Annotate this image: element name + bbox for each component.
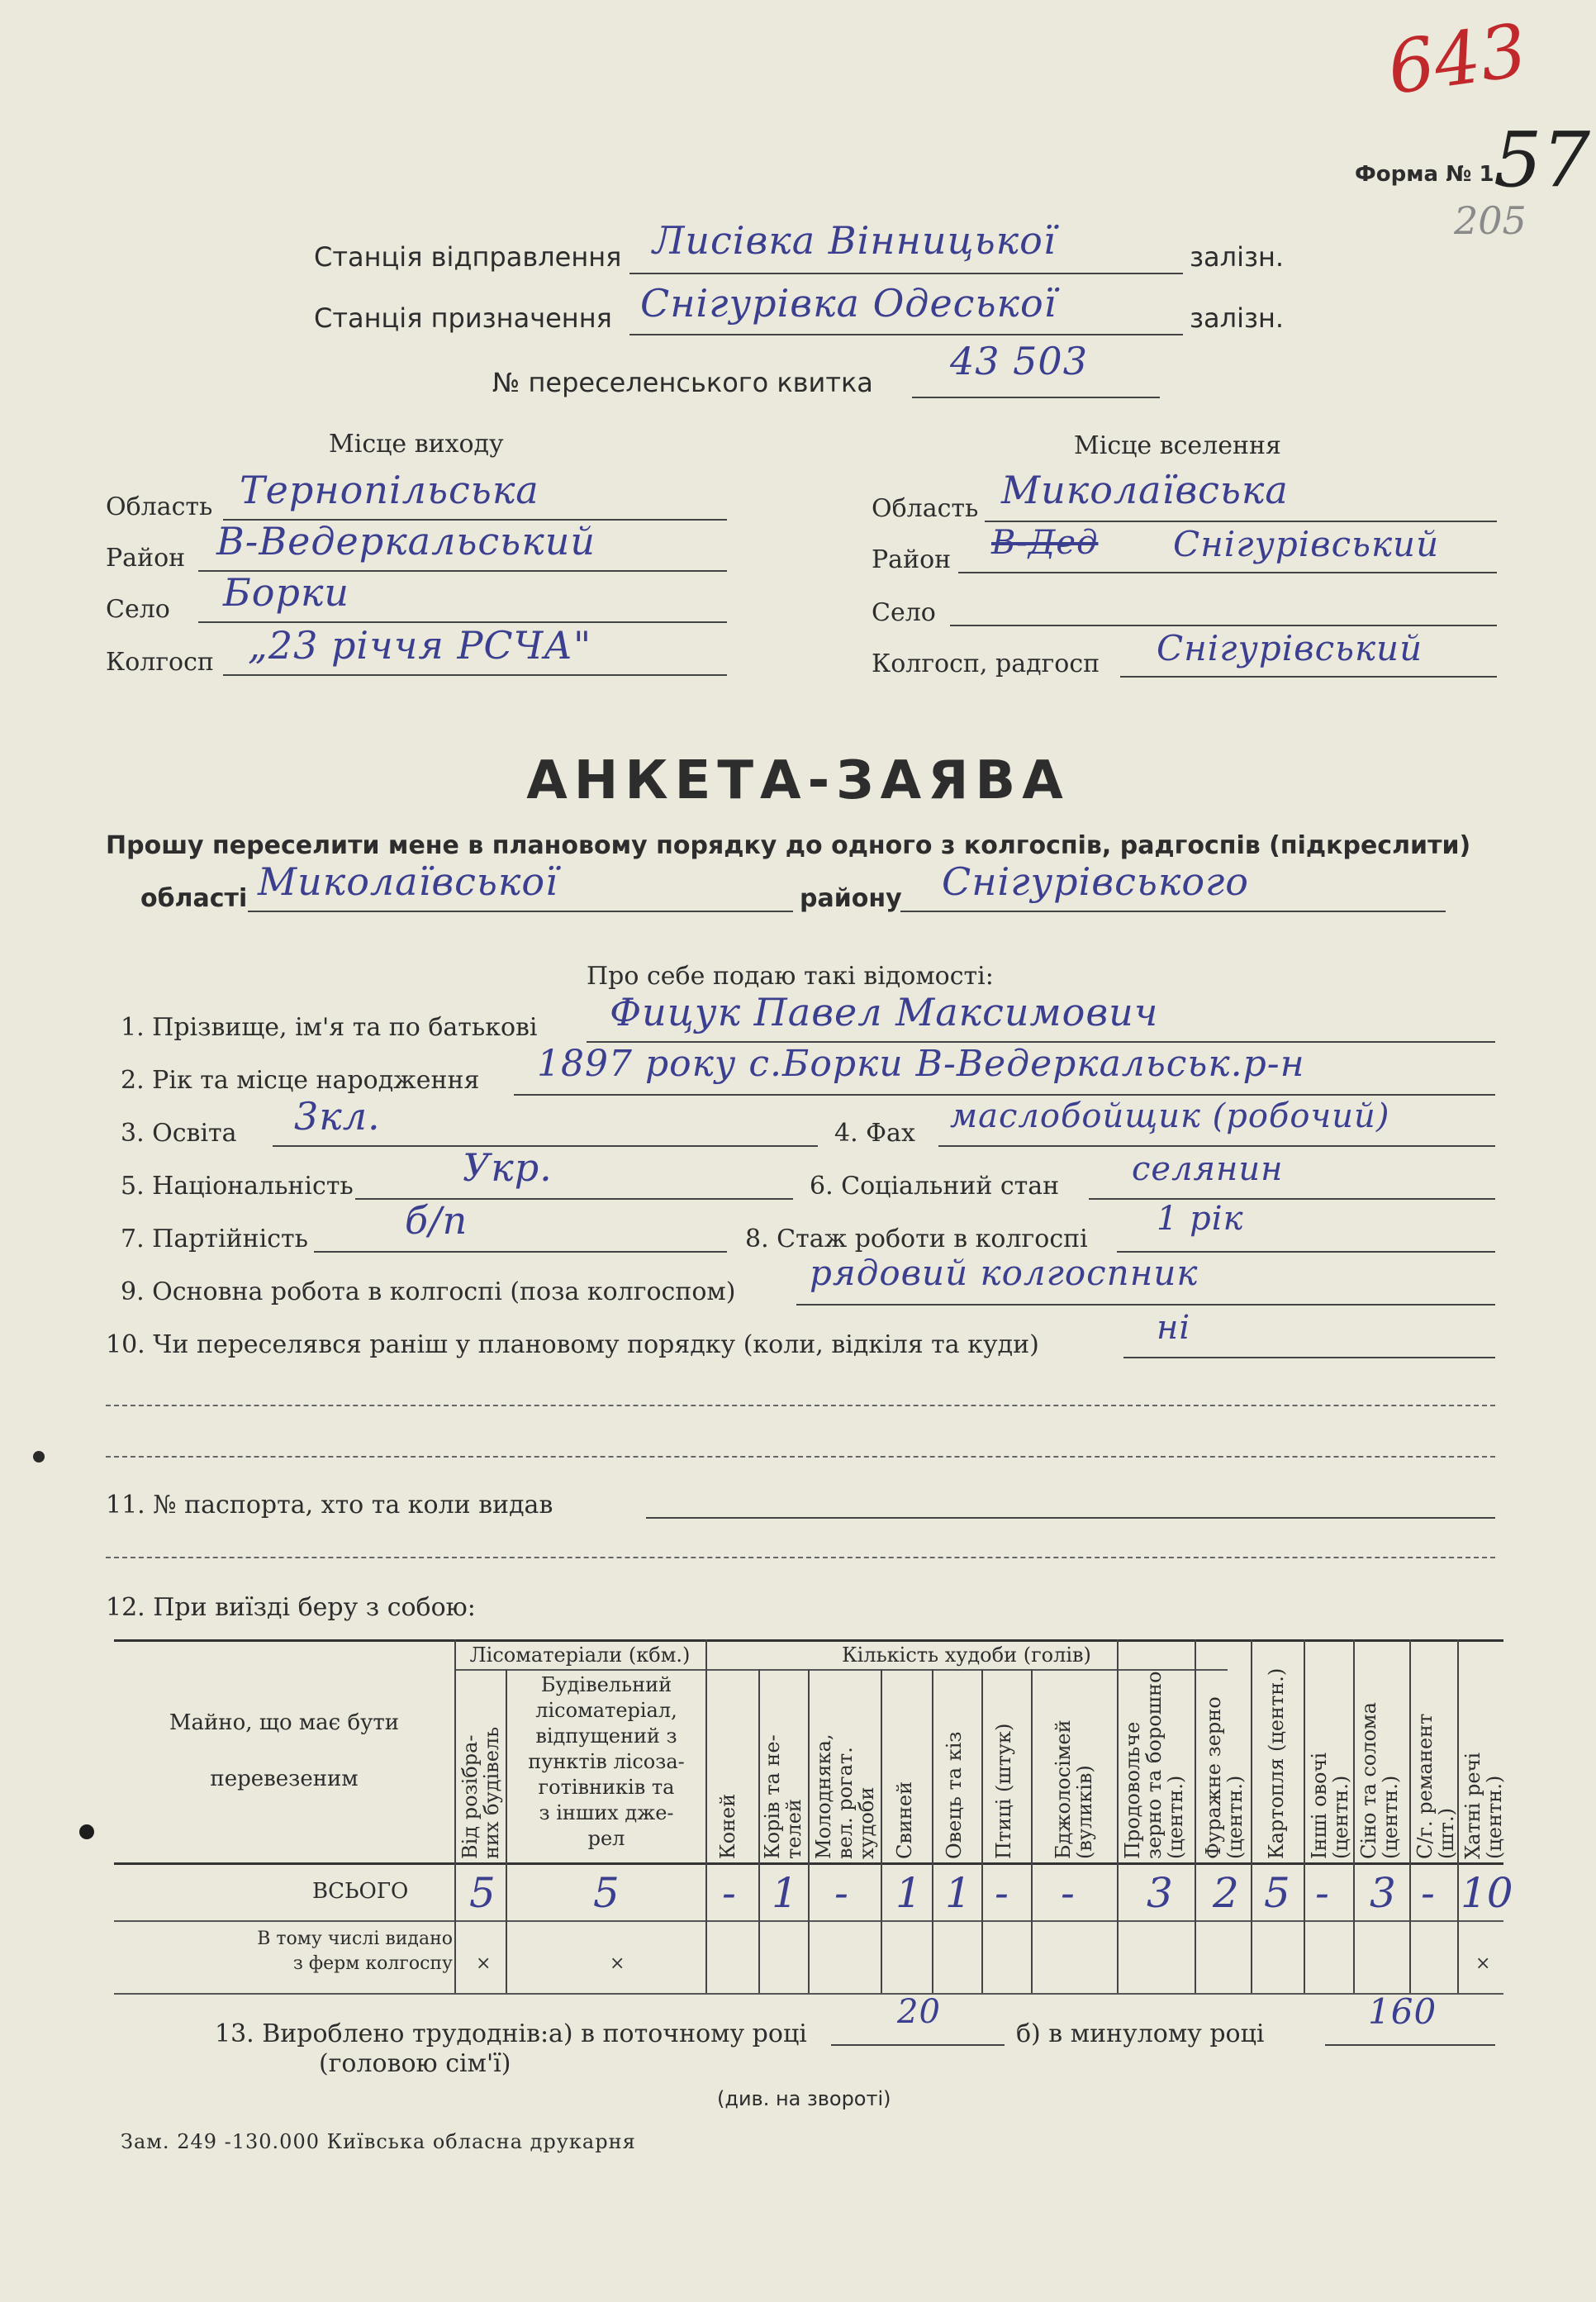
total-koni: - xyxy=(722,1869,736,1917)
trudodni-past-line xyxy=(1325,2044,1495,2046)
origin-heading: Місце виходу xyxy=(329,430,504,459)
field-3-label: 3. Освіта xyxy=(121,1119,237,1148)
vrule-13 xyxy=(1304,1639,1305,1993)
col-rozibranykh: Від розібра- них будівель xyxy=(458,1726,503,1859)
field-4-line xyxy=(938,1145,1495,1147)
request-raion-value: Снігурівського xyxy=(942,859,1249,904)
col-budivelnyi: Будівельний лісоматеріал, відпущений з пунктів лісоза- готівників та з інших дже- рел xyxy=(528,1673,685,1850)
row-farm-label: В тому числі видано з ферм колгоспу xyxy=(257,1929,453,1974)
total-furazh: 2 xyxy=(1213,1869,1239,1917)
field-2-line xyxy=(514,1094,1495,1096)
origin-kolhosp-label: Колгосп xyxy=(106,648,214,677)
destination-value: Снігурівка Одеської xyxy=(640,281,1057,326)
total-ptytsi: - xyxy=(995,1869,1009,1917)
vrule-9 xyxy=(1031,1669,1033,1993)
punch-hole-top xyxy=(33,1451,45,1463)
vrule-5 xyxy=(808,1669,810,1993)
dest-oblast-label: Область xyxy=(872,494,979,523)
field-12-label: 12. При виїзді беру з собою: xyxy=(106,1593,476,1622)
total-remanent: - xyxy=(1421,1869,1435,1917)
vrule-7 xyxy=(932,1669,933,1993)
vrule-1 xyxy=(454,1639,456,1993)
dest-raion-value: Снігурівський xyxy=(1173,524,1440,564)
field-5-value: Укр. xyxy=(463,1145,553,1190)
field-2-value: 1897 року с.Борки В-Ведеркальськ.р-н xyxy=(537,1043,1305,1085)
total-ovochi: - xyxy=(1315,1869,1329,1917)
field-10-blank-line-1 xyxy=(106,1405,1495,1406)
field-1-value: Фицук Павел Максимович xyxy=(610,990,1159,1034)
trudodni-current-value: 20 xyxy=(897,1993,941,2031)
col-remanent: С/г. реманент (шт.) xyxy=(1413,1713,1458,1859)
departure-label: Станція відправлення xyxy=(314,241,622,273)
origin-oblast-label: Область xyxy=(106,492,213,521)
total-rechi: 10 xyxy=(1461,1869,1513,1917)
form-title: АНКЕТА-ЗАЯВА xyxy=(526,750,1070,811)
field-11-line xyxy=(646,1517,1495,1519)
departure-line xyxy=(629,273,1183,274)
vrule-11 xyxy=(1195,1639,1196,1993)
col-kartoplia: Картопля (центн.) xyxy=(1265,1667,1288,1859)
dest-raion-line xyxy=(958,572,1497,573)
total-koriv: 1 xyxy=(772,1869,798,1917)
dest-kolhosp-line xyxy=(1120,676,1497,678)
vrule-10 xyxy=(1117,1639,1119,1993)
field-8-label: 8. Стаж роботи в колгоспі xyxy=(745,1225,1088,1253)
field-9-label: 9. Основна робота в колгоспі (поза колгоспом) xyxy=(121,1277,736,1306)
request-line: Прошу переселити мене в плановому порядку до одного з колгоспів, радгоспів (підкреслити) xyxy=(106,831,1471,860)
ticket-value: 43 503 xyxy=(950,339,1088,383)
dest-oblast-value: Миколаївська xyxy=(1001,468,1289,512)
dest-selo-label: Село xyxy=(872,598,936,627)
trudodni-current-line xyxy=(831,2044,1005,2046)
vrule-15 xyxy=(1409,1639,1411,1993)
field-4-label: 4. Фах xyxy=(834,1119,915,1148)
request-oblast-value: Миколаївської xyxy=(258,859,558,904)
departure-value: Лисівка Вінницької xyxy=(653,218,1057,263)
col-koni: Коней xyxy=(716,1793,739,1859)
trudodni-sub: (головою сім'ї) xyxy=(319,2049,511,2078)
total-sino: 3 xyxy=(1370,1869,1396,1917)
field-7-line xyxy=(314,1251,727,1253)
trudodni-current-label: а) в поточному році xyxy=(549,2019,807,2048)
field-8-value: 1 рік xyxy=(1157,1200,1244,1238)
origin-kolhosp-line xyxy=(223,674,727,676)
col-molodniak: Молодняка, вел. рогат. худоби xyxy=(812,1734,878,1859)
group-lismaterialy: Лісоматеріали (кбм.) xyxy=(469,1643,691,1667)
field-1-label: 1. Прізвище, ім'я та по батькові xyxy=(121,1013,538,1042)
col-koriv: Корів та не- телей xyxy=(761,1734,805,1859)
see-back-note: (див. на звороті) xyxy=(717,2087,891,2110)
field-11-blank-line xyxy=(106,1557,1495,1558)
col-rechi: Хатні речі (центн.) xyxy=(1461,1752,1506,1859)
field-4-value: маслобойщик (робочий) xyxy=(950,1097,1390,1135)
request-oblast-line xyxy=(248,911,793,912)
property-table xyxy=(114,1639,1513,1995)
col-prodzerno: Продовольче зерно та борошно (центн.) xyxy=(1121,1671,1187,1859)
table-group-rule xyxy=(454,1669,1228,1671)
col-ovets: Овець та кіз xyxy=(943,1731,966,1859)
col-sino: Сіно та солома (центн.) xyxy=(1357,1702,1402,1859)
vrule-6 xyxy=(881,1669,882,1993)
group-khudoba: Кількість худоби (голів) xyxy=(842,1643,1091,1667)
farm-mark-rozibranykh: × xyxy=(476,1953,492,1974)
archive-sheet-number: 57 xyxy=(1494,116,1591,204)
origin-selo-label: Село xyxy=(106,595,170,624)
farm-mark-budivelnyi: × xyxy=(610,1953,625,1974)
field-9-line xyxy=(796,1304,1495,1306)
row-total-label: ВСЬОГО xyxy=(312,1879,409,1904)
vrule-14 xyxy=(1353,1639,1355,1993)
table-bottom-rule xyxy=(114,1993,1503,1995)
destination-label: Станція призначення xyxy=(314,302,612,334)
dest-oblast-line xyxy=(985,521,1497,522)
col-bdzholy: Бджолосімей (вуликів) xyxy=(1052,1719,1096,1859)
col-ovochi: Інші овочі (центн.) xyxy=(1308,1752,1352,1859)
field-11-label: 11. № паспорта, хто та коли видав xyxy=(106,1491,553,1520)
vrule-4 xyxy=(758,1669,760,1993)
field-2-label: 2. Рік та місце народження xyxy=(121,1066,480,1095)
rail-suffix-1: залізн. xyxy=(1190,241,1285,273)
field-3-value: 3кл. xyxy=(294,1094,381,1139)
origin-oblast-value: Тернопільська xyxy=(240,468,539,512)
total-rozibranykh: 5 xyxy=(469,1869,496,1917)
dest-raion-label: Район xyxy=(872,545,952,574)
punch-hole-bottom xyxy=(79,1824,94,1839)
vrule-8 xyxy=(981,1669,983,1993)
trudodni-past-value: 160 xyxy=(1368,1991,1437,2032)
item-header: Майно, що має бути перевезеним xyxy=(169,1710,400,1791)
info-intro: Про себе подаю такі відомості: xyxy=(587,962,994,991)
field-6-line xyxy=(1089,1198,1495,1200)
dest-selo-line xyxy=(950,625,1497,626)
printer-imprint: Зам. 249 -130.000 Київська обласна друкарня xyxy=(121,2130,636,2153)
field-7-value: б/п xyxy=(405,1198,468,1243)
ticket-line xyxy=(912,397,1160,398)
form-number-label: Форма № xyxy=(1355,162,1472,187)
origin-kolhosp-value: „23 річчя РСЧА" xyxy=(248,623,592,668)
vrule-12 xyxy=(1251,1639,1252,1993)
dest-raion-struck: В-Дед xyxy=(991,524,1099,562)
field-7-label: 7. Партійність xyxy=(121,1225,308,1253)
col-ptytsi: Птиці (штук) xyxy=(992,1723,1015,1859)
total-svyni: 1 xyxy=(895,1869,922,1917)
request-raion-label: району xyxy=(800,884,902,913)
vrule-3 xyxy=(705,1639,707,1993)
trudodni-past-label: б) в минулому році xyxy=(1016,2019,1265,2048)
red-archive-number: 643 xyxy=(1382,7,1532,112)
trudodni-label: 13. Вироблено трудоднів: xyxy=(215,2019,549,2048)
form-number xyxy=(1355,162,1494,187)
request-raion-line xyxy=(900,911,1446,912)
dest-kolhosp-label: Колгосп, радгосп xyxy=(872,649,1100,678)
rail-suffix-2: залізн. xyxy=(1190,302,1285,334)
request-oblast-label: області xyxy=(140,884,248,913)
ticket-label: № переселенського квитка xyxy=(492,367,873,398)
total-ovets: 1 xyxy=(945,1869,971,1917)
field-10-label: 10. Чи переселявся раніш у плановому порядку (коли, відкіля та куди) xyxy=(106,1330,1039,1359)
field-10-line xyxy=(1123,1357,1495,1358)
field-5-label: 5. Національність xyxy=(121,1172,354,1201)
origin-raion-value: В-Ведеркальський xyxy=(216,519,596,564)
destination-line xyxy=(629,334,1183,335)
pencil-sheet-number: 205 xyxy=(1454,198,1527,243)
col-furazh: Фуражне зерно (центн.) xyxy=(1202,1696,1247,1859)
field-6-label: 6. Соціальний стан xyxy=(810,1172,1060,1201)
total-prodzerno: 3 xyxy=(1147,1869,1173,1917)
farm-mark-rechi: × xyxy=(1475,1953,1491,1974)
form-number-value: 1 xyxy=(1479,162,1494,187)
dest-heading: Місце вселення xyxy=(1074,431,1281,460)
field-10-blank-line-2 xyxy=(106,1456,1495,1458)
field-9-value: рядовий колгоспник xyxy=(810,1253,1199,1293)
dest-kolhosp-value: Снігурівський xyxy=(1157,628,1423,668)
total-budivelnyi: 5 xyxy=(593,1869,620,1917)
col-svyni: Свиней xyxy=(893,1781,916,1859)
total-bdzholy: - xyxy=(1061,1869,1075,1917)
origin-selo-value: Борки xyxy=(223,570,350,615)
field-6-value: селянин xyxy=(1132,1150,1284,1188)
field-10-value: ні xyxy=(1157,1309,1191,1347)
total-kartoplia: 5 xyxy=(1264,1869,1290,1917)
total-molodniak: - xyxy=(834,1869,848,1917)
origin-raion-label: Район xyxy=(106,544,186,573)
